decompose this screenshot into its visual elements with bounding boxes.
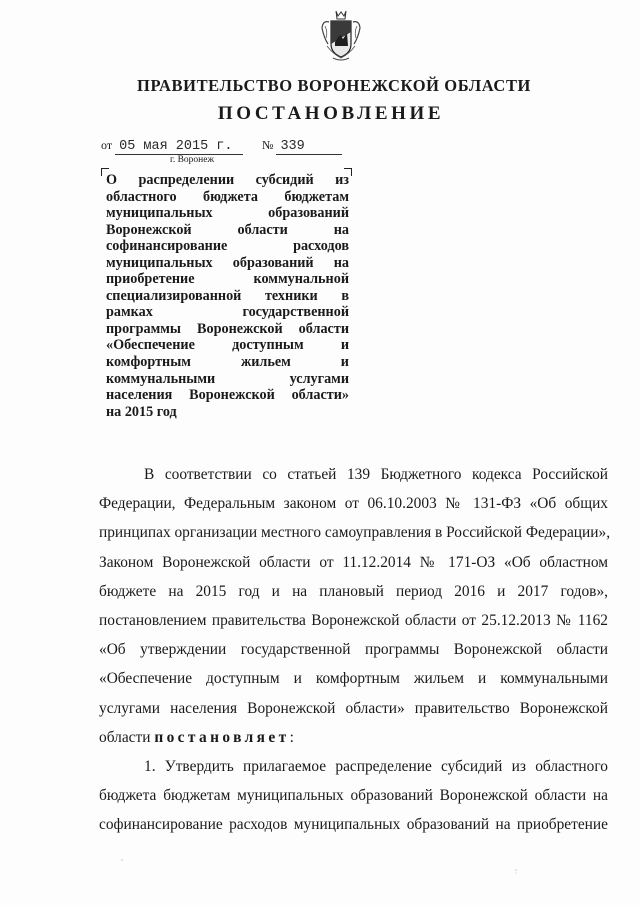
date-value: 05 мая 2015 г.: [115, 140, 243, 155]
document-number: [262, 138, 342, 155]
preamble-line: бюджете на 2015 год и на плановый период 2016 и 2017 годов»,: [99, 582, 608, 600]
title-line: программы Воронежской области: [106, 320, 349, 337]
item-line: бюджета бюджетам муниципальных образований Воронежской области на: [99, 787, 608, 805]
preamble-line: Законом Воронежской области от 11.12.2014 № 171-ОЗ «Об областном: [99, 553, 608, 571]
coat-of-arms-icon: [319, 8, 363, 64]
title-line: приобретение коммунальной: [106, 271, 349, 288]
title-line: софинансирование расходов: [106, 238, 349, 255]
item-line: софинансирование расходов муниципальных образований на приобретение: [99, 816, 608, 834]
item-line: 1. Утвердить прилагаемое распределение субсидий из областного: [144, 757, 608, 775]
number-label: №: [262, 138, 274, 152]
title-line: «Обеспечение доступным и: [106, 337, 349, 354]
date-label: от: [101, 138, 113, 152]
title-line: коммунальными услугами: [106, 370, 349, 387]
document-title: [106, 172, 349, 420]
title-line: рамках государственной: [106, 304, 349, 321]
scan-specks: [118, 854, 518, 874]
preamble-line: постановлением правительства Воронежской области от 25.12.2013 № 1162: [99, 611, 608, 629]
preamble-line: «Обеспечение доступным и комфортным жильем и коммунальными: [99, 670, 608, 688]
title-line: О распределении субсидий из: [106, 172, 349, 188]
title-line: на 2015 год: [106, 403, 177, 420]
government-name: ПРАВИТЕЛЬСТВО ВОРОНЕЖСКОЙ ОБЛАСТИ: [137, 76, 531, 95]
title-line: муниципальных образований на: [106, 254, 349, 271]
number-value: 339: [276, 140, 342, 155]
decree-prefix: области: [99, 728, 151, 746]
decree-word: постановляет: [154, 728, 290, 746]
preamble-line: «Об утверждении государственной программы Воронежской области: [99, 641, 608, 659]
city-label: г. Воронеж: [170, 155, 215, 165]
decree-line: [99, 723, 608, 752]
preamble-line: В соответствии со статьей 139 Бюджетного кодекса Российской: [144, 466, 608, 483]
title-line: Воронежской области на: [106, 221, 349, 238]
preamble-line: принципах организации местного самоуправления в Российской Федерации»,: [99, 524, 611, 542]
title-line: комфортным жильем и: [106, 354, 349, 371]
title-line: специализированной техники в: [106, 287, 349, 304]
preamble-line: услугами населения Воронежской области» правительство Воронежской: [99, 699, 608, 717]
preamble-line: Федерации, Федеральным законом от 06.10.2003 № 131-ФЗ «Об общих: [99, 495, 608, 513]
title-line: муниципальных образований: [106, 205, 349, 222]
title-line: населения Воронежской области»: [106, 387, 349, 404]
decree-suffix: :: [289, 728, 294, 746]
document-type: ПОСТАНОВЛЕНИЕ: [217, 103, 445, 124]
title-line: областного бюджета бюджетам: [106, 188, 349, 205]
document-body: [99, 460, 611, 839]
document-date: [101, 138, 243, 155]
